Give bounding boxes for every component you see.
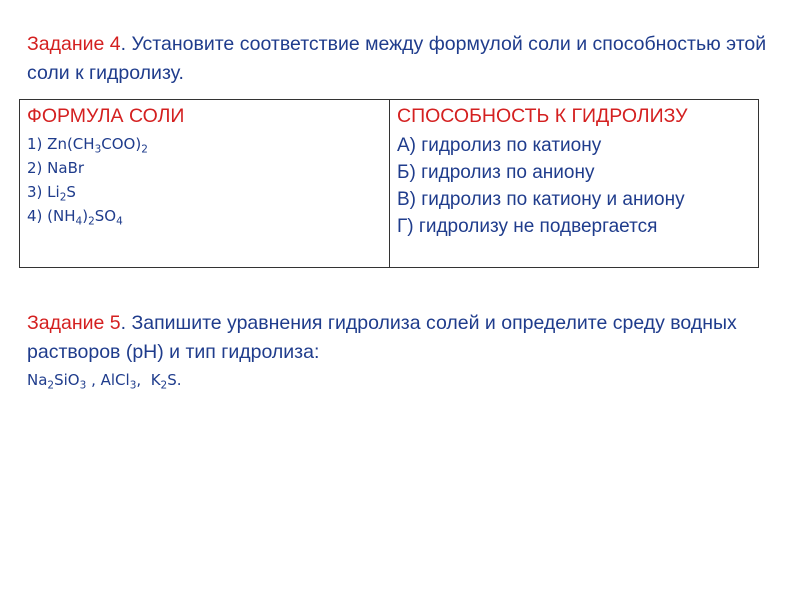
task-5-heading (27, 309, 767, 367)
salt-1-part: SiO (54, 371, 80, 389)
hydrolysis-option-d: Г) гидролизу не подвергается (397, 216, 658, 237)
formula-column (27, 103, 382, 228)
salt-1-part: Na (27, 371, 48, 389)
formula-4-subscript: 2 (88, 215, 95, 228)
salt-3-part: S. (167, 371, 182, 389)
task-5-label-dot: . (120, 312, 132, 334)
task-4-heading (27, 30, 767, 88)
hydrolysis-column-header: СПОСОБНОСТЬ К ГИДРОЛИЗУ (397, 105, 688, 127)
salt-3-part: K (150, 371, 161, 389)
formula-2-part: 2) NaBr (27, 159, 85, 177)
formula-1-part: COO) (101, 135, 142, 153)
matching-table (19, 99, 759, 268)
task-5-label: Задание 5 (27, 312, 121, 334)
salt-separator: , (86, 371, 101, 389)
salt-separator: , (136, 371, 151, 389)
hydrolysis-option-a: А) гидролиз по катиону (397, 135, 602, 156)
task-5-text: Запишите уравнения гидролиза солей и определите среду водных растворов (рН) и тип гидролиза: (27, 312, 737, 363)
formula-4-subscript: 4 (116, 215, 123, 228)
formula-1-part: 1) Zn(CH (27, 135, 95, 153)
formula-item-1 (27, 132, 382, 156)
salt-1-subscript: 3 (79, 379, 87, 392)
formula-item-3 (27, 180, 382, 204)
formula-4-part: ) (82, 207, 89, 225)
formula-item-2 (27, 156, 382, 180)
formula-1-subscript: 2 (141, 143, 148, 156)
task-4-label-dot: . (120, 33, 132, 55)
formula-item-4 (27, 204, 382, 228)
hydrolysis-option-c: В) гидролиз по катиону и аниону (397, 189, 685, 210)
formula-4-subscript: 4 (75, 215, 83, 228)
task-4-text: Установите соответствие между формулой соли и способностью этой соли к гидролизу. (27, 33, 767, 84)
table-column-divider (389, 100, 390, 267)
formula-3-subscript: 2 (59, 191, 67, 204)
salt-2-part: AlCl (100, 371, 130, 389)
hydrolysis-column (397, 103, 752, 240)
hydrolysis-option-b: Б) гидролиз по аниону (397, 162, 595, 183)
salt-3-subscript: 2 (160, 379, 168, 392)
task-5-salt-formulas (27, 368, 182, 392)
formula-1-subscript: 3 (94, 143, 102, 156)
formula-3-part: 3) Li (27, 183, 60, 201)
formula-4-part: SO (94, 207, 117, 225)
salt-2-subscript: 3 (129, 379, 137, 392)
formula-4-part: 4) (NH (27, 207, 76, 225)
task-4-label: Задание 4 (27, 33, 121, 55)
formula-column-header: ФОРМУЛА СОЛИ (27, 105, 185, 127)
formula-3-part: S (66, 183, 76, 201)
salt-1-subscript: 2 (47, 379, 55, 392)
